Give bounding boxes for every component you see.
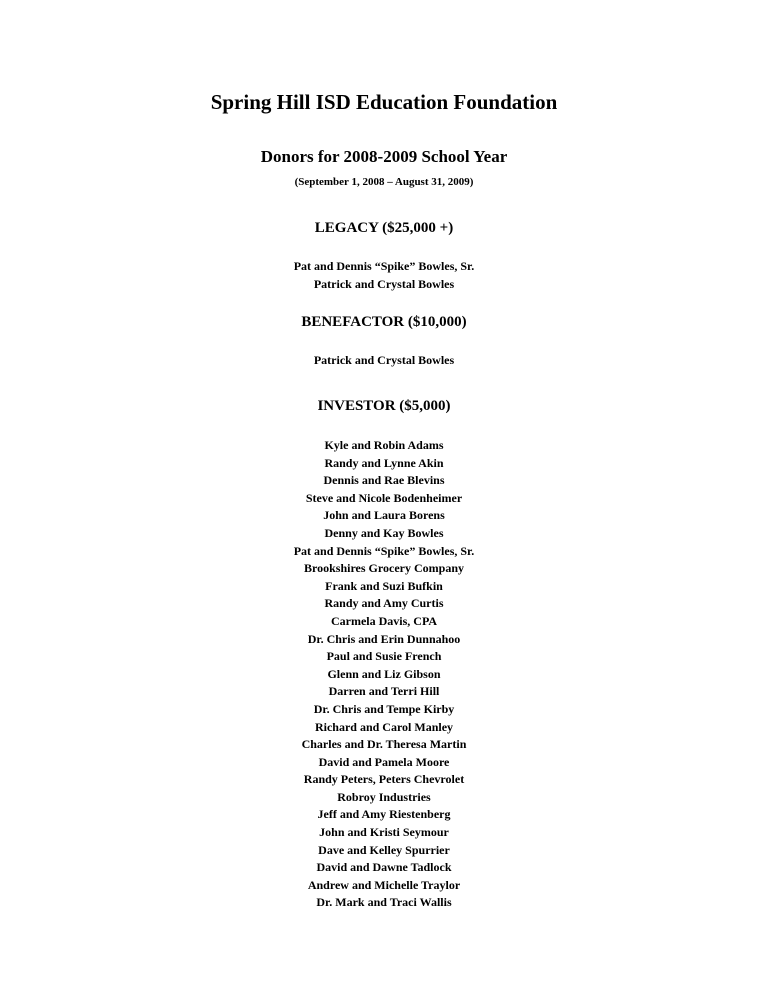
donor-name: Pat and Dennis “Spike” Bowles, Sr. [293, 543, 475, 558]
donor-name: Frank and Suzi Bufkin [325, 578, 443, 593]
donor-name: John and Laura Borens [323, 508, 445, 523]
donor-name: Pat and Dennis “Spike” Bowles, Sr. [293, 259, 475, 273]
section-benefactor [0, 312, 768, 370]
donor-name: Dr. Chris and Tempe Kirby [313, 701, 455, 716]
donor-name: Dennis and Rae Blevins [323, 473, 445, 488]
section-heading: BENEFACTOR ($10,000) [301, 314, 467, 330]
donor-name: Glenn and Liz Gibson [327, 666, 441, 681]
page-subtitle: Donors for 2008-2009 School Year [260, 147, 508, 166]
donor-name: Denny and Kay Bowles [324, 525, 444, 540]
donor-list [0, 258, 768, 293]
donor-name: Charles and Dr. Theresa Martin [301, 737, 467, 752]
donor-name: Brookshires Grocery Company [303, 561, 464, 576]
donor-name: Andrew and Michelle Traylor [307, 877, 461, 892]
section-heading: LEGACY ($25,000 +) [314, 220, 454, 236]
donor-name: Randy and Lynne Akin [324, 455, 444, 470]
donor-name: John and Kristi Seymour [319, 825, 449, 840]
donor-name: Dr. Mark and Traci Wallis [316, 895, 452, 910]
donor-name: Dr. Chris and Erin Dunnahoo [307, 631, 461, 646]
donor-name: Richard and Carol Manley [314, 719, 454, 734]
donor-name: Kyle and Robin Adams [324, 438, 444, 452]
donor-name: Paul and Susie French [326, 649, 442, 664]
donor-name: Robroy Industries [337, 789, 431, 804]
donor-name: Carmela Davis, CPA [330, 613, 438, 628]
donor-name: David and Dawne Tadlock [316, 860, 452, 875]
donor-list [0, 437, 768, 912]
donor-name: Dave and Kelley Spurrier [318, 842, 450, 857]
section-investor [0, 396, 768, 912]
donor-name: David and Pamela Moore [318, 754, 450, 769]
donor-name: Darren and Terri Hill [328, 684, 440, 699]
section-heading: INVESTOR ($5,000) [317, 398, 451, 414]
donor-name: Patrick and Crystal Bowles [313, 276, 455, 291]
donor-list [0, 352, 768, 370]
donor-name: Steve and Nicole Bodenheimer [305, 490, 463, 505]
donor-name: Jeff and Amy Riestenberg [317, 807, 451, 822]
donor-name: Patrick and Crystal Bowles [313, 353, 455, 367]
page-title: Spring Hill ISD Education Foundation [210, 90, 558, 114]
date-range: (September 1, 2008 – August 31, 2009) [294, 176, 474, 188]
section-legacy [0, 218, 768, 293]
donor-name: Randy Peters, Peters Chevrolet [303, 772, 465, 787]
donor-name: Randy and Amy Curtis [324, 596, 444, 611]
